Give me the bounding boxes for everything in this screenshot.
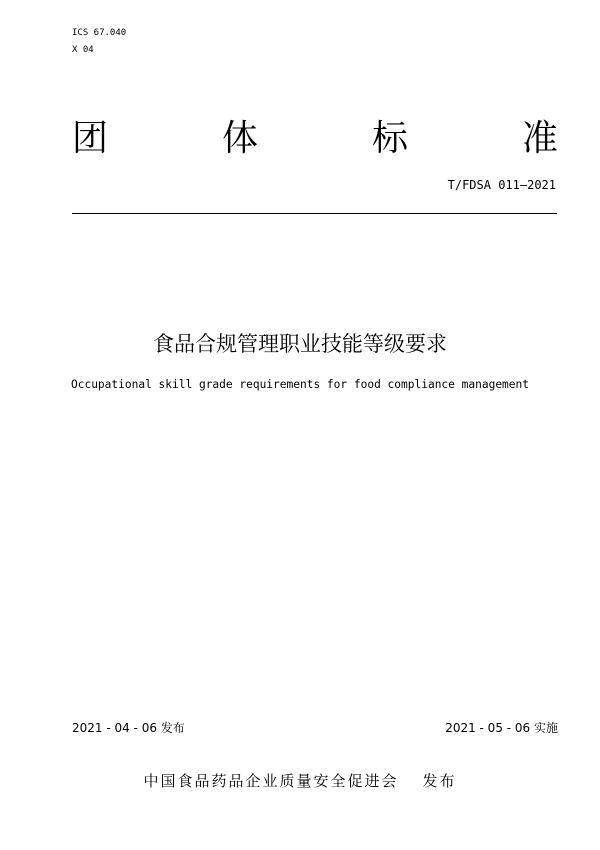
doc-type-char-2: 体 [222, 118, 259, 159]
doc-type-char-1: 团 [72, 118, 109, 159]
doc-type-char-3: 标 [372, 118, 409, 159]
chinese-title: 食品合规管理职业技能等级要求 [153, 332, 447, 356]
implementation-date: 2021 - 05 - 06 实施 [445, 721, 558, 735]
ccs-code: X 04 [72, 45, 94, 55]
publisher-name: 中国食品药品企业质量安全促进会 [143, 772, 399, 790]
publisher-line [0, 770, 600, 791]
header-rule [72, 213, 557, 214]
doc-type-char-4: 准 [522, 118, 559, 159]
ics-code: ICS 67.040 [72, 28, 127, 38]
issue-date: 2021 - 04 - 06 发布 [72, 721, 185, 735]
english-title: Occupational skill grade requirements for food compliance management [70, 378, 529, 391]
standard-number: T/FDSA 011—2021 [447, 178, 556, 192]
publish-label: 发布 [422, 772, 457, 790]
